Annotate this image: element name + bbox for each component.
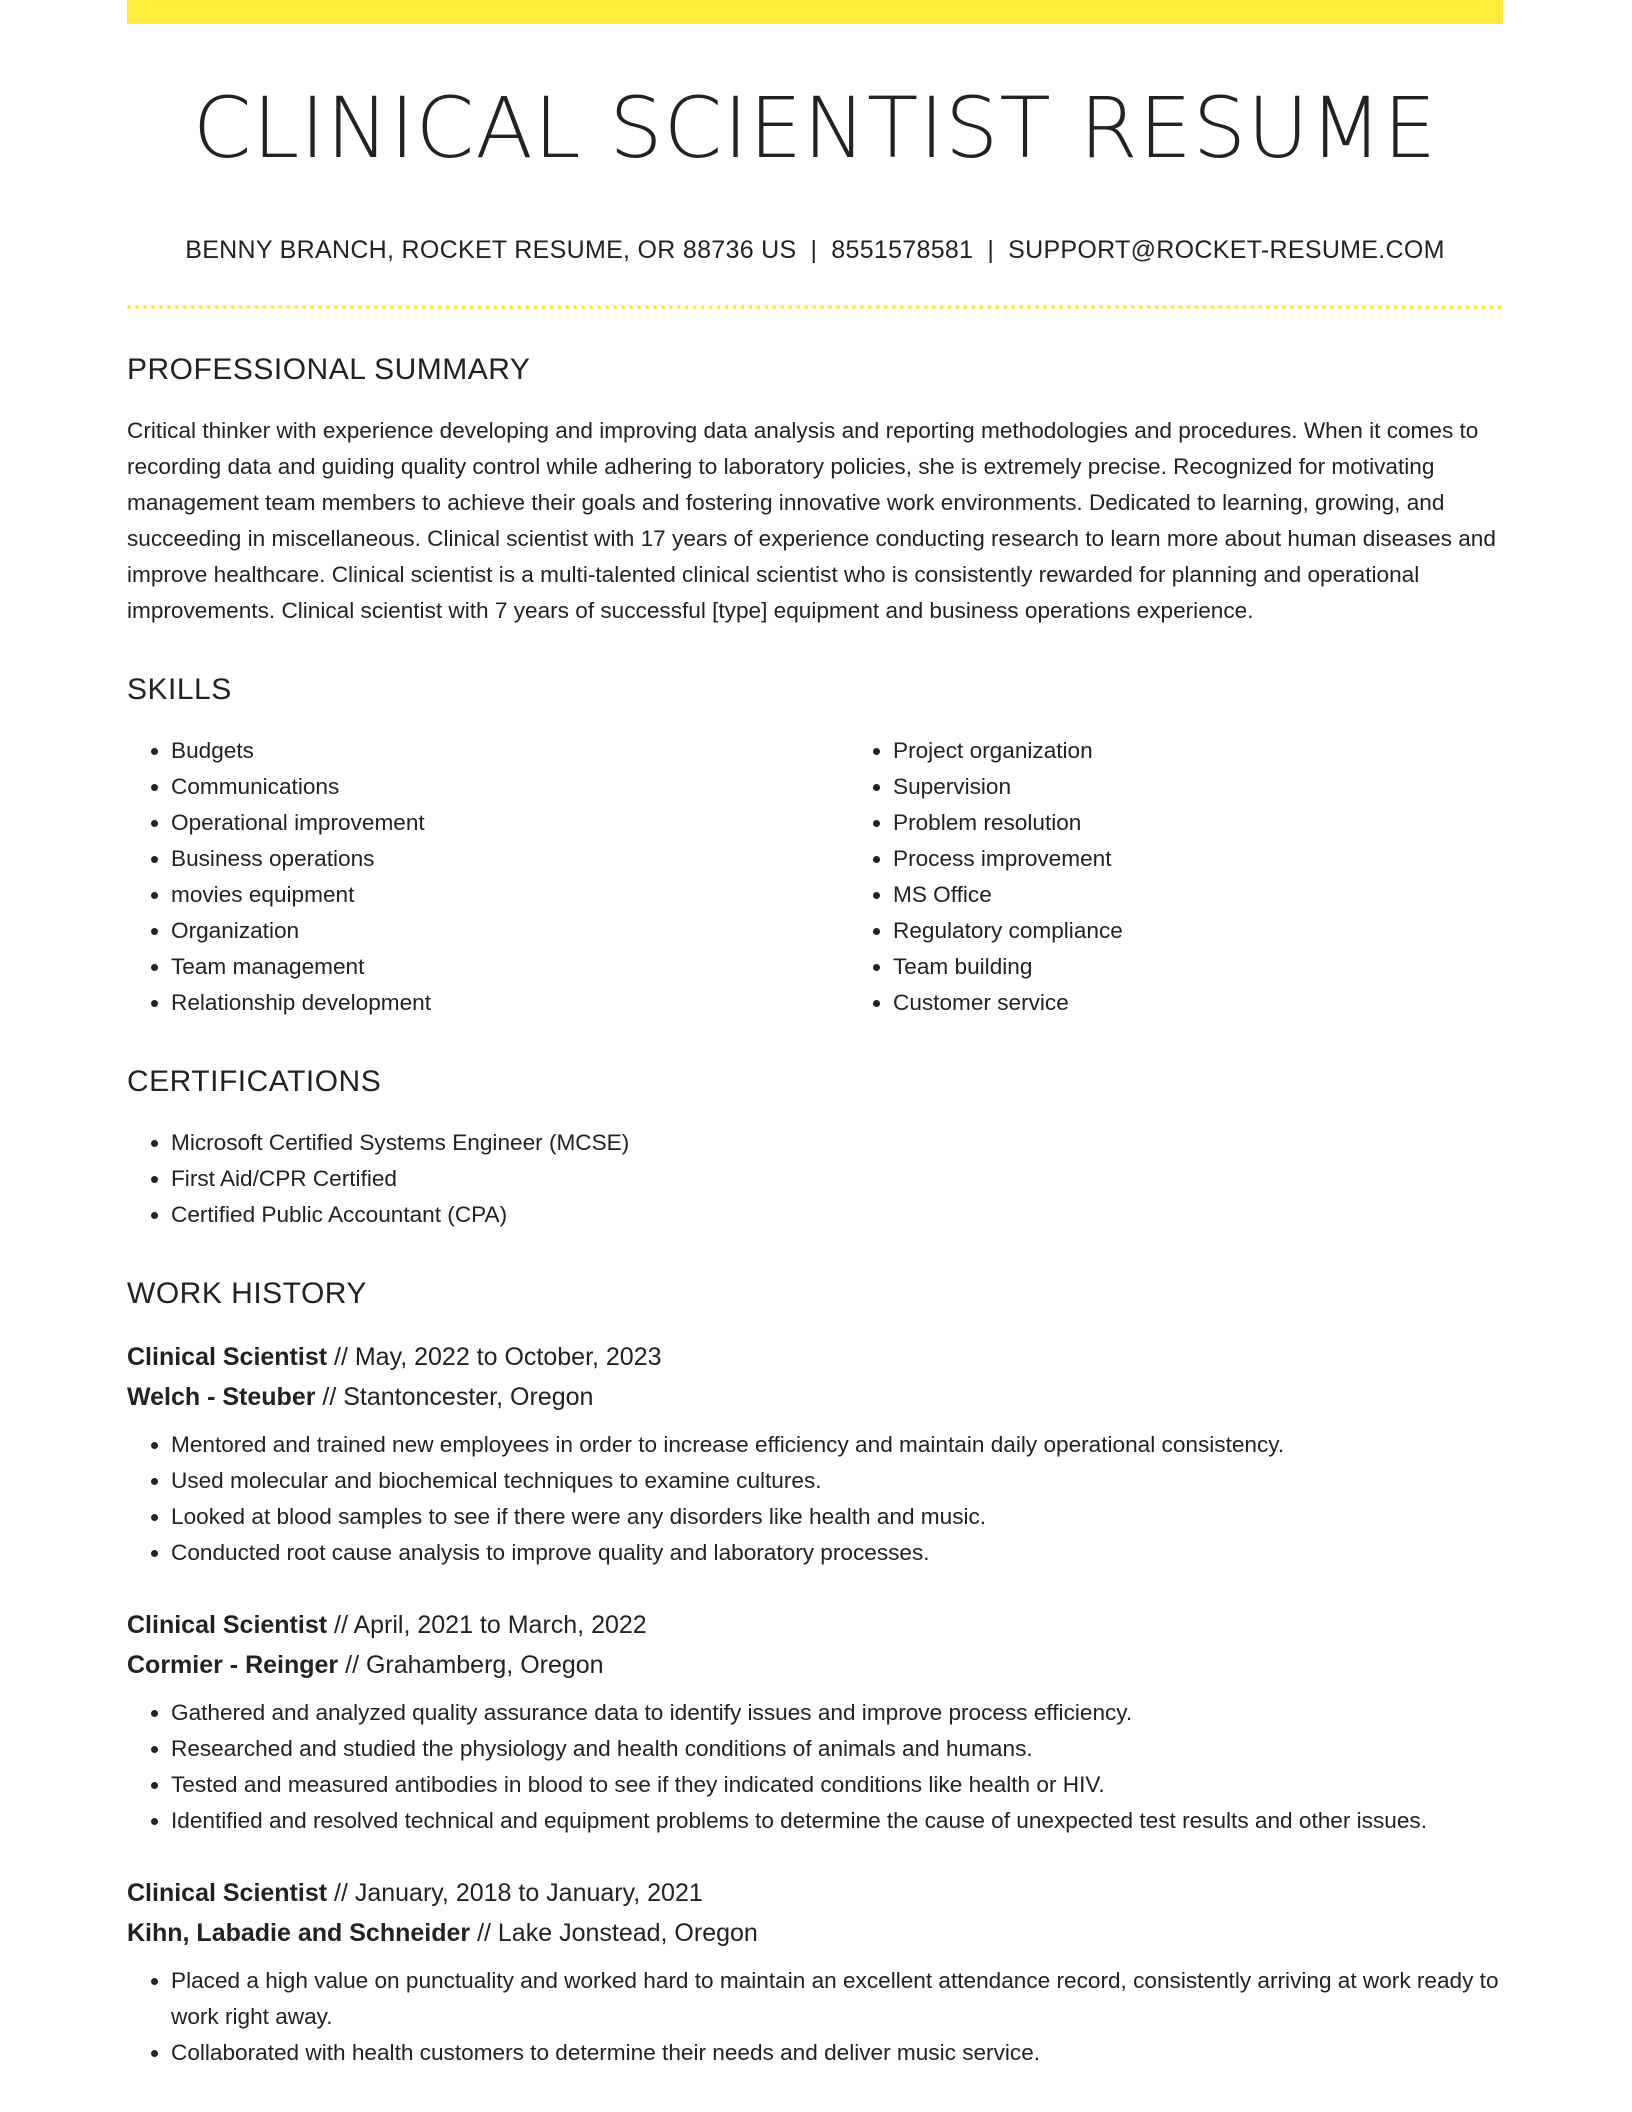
job-dates: // April, 2021 to March, 2022 — [327, 1611, 647, 1640]
job-company-line — [127, 1645, 1503, 1685]
skill-item: • Team management — [171, 949, 849, 985]
job-title-line — [127, 1873, 1503, 1913]
job-title: Clinical Scientist — [127, 1611, 328, 1640]
job-bullet: • Placed a high value on punctuality and worked hard to maintain an excellent attendance record, consistently arriving at work ready to work right away. — [171, 1963, 1503, 2035]
job-bullet: • Gathered and analyzed quality assurance data to identify issues and improve process efficiency. — [171, 1695, 1503, 1731]
job-location: // Stantoncester, Oregon — [315, 1383, 594, 1412]
contact-separator: | — [810, 236, 818, 265]
job-bullet: • Used molecular and biochemical techniques to examine cultures. — [171, 1463, 1503, 1499]
certification-item: • Certified Public Accountant (CPA) — [171, 1197, 1503, 1233]
dotted-divider — [127, 305, 1503, 309]
job-bullet: • Mentored and trained new employees in order to increase efficiency and maintain daily operational consistency. — [171, 1427, 1503, 1463]
summary-text: Critical thinker with experience developing and improving data analysis and reporting methodologies and procedures. When it comes to recording data and guiding quality control while adhering to laboratory policies, she is extremely precise. Recognized for motivating management team members to achieve their goals and fostering innovative work environments. Dedicated to learning, growing, and succeeding in miscellaneous. Clinical scientist with 17 years of experience conducting research to learn more about human diseases and improve healthcare. Clinical scientist is a multi-talented clinical scientist who is consistently rewarded for planning and operational improvements. Clinical scientist with 7 years of successful [type] equipment and business operations experience. — [127, 418, 1496, 624]
certification-item: • Microsoft Certified Systems Engineer (MCSE) — [171, 1125, 1503, 1161]
skill-item: • Relationship development — [171, 985, 849, 1021]
skill-item: • Communications — [171, 769, 849, 805]
job-bullets — [127, 1427, 1503, 1571]
skill-item: • MS Office — [893, 877, 1571, 913]
skills-column-right — [849, 733, 1571, 1021]
job-bullet: • Collaborated with health customers to determine their needs and deliver music service. — [171, 2035, 1503, 2071]
resume-title: CLINICAL SCIENTIST RESUME — [192, 79, 1438, 177]
certification-item: • First Aid/CPR Certified — [171, 1161, 1503, 1197]
skill-item: • Business operations — [171, 841, 849, 877]
skill-item: • Process improvement — [893, 841, 1571, 877]
job-title-line — [127, 1337, 1503, 1377]
job-company: Cormier - Reinger — [127, 1651, 339, 1680]
skills-heading: SKILLS — [127, 673, 232, 707]
resume-page — [127, 0, 1503, 2071]
job-bullet: • Identified and resolved technical and equipment problems to determine the cause of unexpected test results and other issues. — [171, 1803, 1503, 1839]
work-history — [127, 1337, 1503, 2071]
job-location: // Lake Jonstead, Oregon — [470, 1919, 758, 1948]
contact-line — [127, 236, 1503, 265]
skill-item: • Operational improvement — [171, 805, 849, 841]
skill-item: • Budgets — [171, 733, 849, 769]
skills-column-left — [127, 733, 849, 1021]
skill-item: • Supervision — [893, 769, 1571, 805]
contact-separator: | — [987, 236, 995, 265]
skill-item: • Problem resolution — [893, 805, 1571, 841]
skill-item: • Customer service — [893, 985, 1571, 1021]
skills-list — [127, 733, 1503, 1021]
job-entry — [127, 1337, 1503, 1571]
job-bullet: • Tested and measured antibodies in blood to see if they indicated conditions like health or HIV. — [171, 1767, 1503, 1803]
summary-heading: PROFESSIONAL SUMMARY — [127, 353, 531, 387]
job-dates: // May, 2022 to October, 2023 — [327, 1343, 662, 1372]
skill-item: • Regulatory compliance — [893, 913, 1571, 949]
job-bullet: • Researched and studied the physiology and health conditions of animals and humans. — [171, 1731, 1503, 1767]
job-bullets — [127, 1963, 1503, 2071]
skill-item: • Project organization — [893, 733, 1571, 769]
job-entry — [127, 1873, 1503, 2071]
contact-email[interactable]: SUPPORT@ROCKET-RESUME.COM — [1008, 236, 1445, 265]
job-bullets — [127, 1695, 1503, 1839]
job-bullet: • Looked at blood samples to see if there were any disorders like health and music. — [171, 1499, 1503, 1535]
job-company: Welch - Steuber — [127, 1383, 316, 1412]
skill-item: • Team building — [893, 949, 1571, 985]
job-location: // Grahamberg, Oregon — [338, 1651, 604, 1680]
job-dates: // January, 2018 to January, 2021 — [327, 1879, 703, 1908]
certifications-heading: CERTIFICATIONS — [127, 1065, 382, 1099]
work-history-heading: WORK HISTORY — [127, 1277, 367, 1311]
job-title-line — [127, 1605, 1503, 1645]
job-entry — [127, 1605, 1503, 1839]
job-company: Kihn, Labadie and Schneider — [127, 1919, 471, 1948]
job-company-line — [127, 1377, 1503, 1417]
job-company-line — [127, 1913, 1503, 1953]
job-title: Clinical Scientist — [127, 1879, 328, 1908]
job-bullet: • Conducted root cause analysis to improve quality and laboratory processes. — [171, 1535, 1503, 1571]
job-title: Clinical Scientist — [127, 1343, 328, 1372]
skill-item: • movies equipment — [171, 877, 849, 913]
contact-phone: 8551578581 — [831, 236, 974, 265]
top-accent-bar — [127, 0, 1503, 24]
certifications-list — [127, 1125, 1503, 1233]
contact-address: BENNY BRANCH, ROCKET RESUME, OR 88736 US — [185, 236, 797, 265]
skill-item: • Organization — [171, 913, 849, 949]
